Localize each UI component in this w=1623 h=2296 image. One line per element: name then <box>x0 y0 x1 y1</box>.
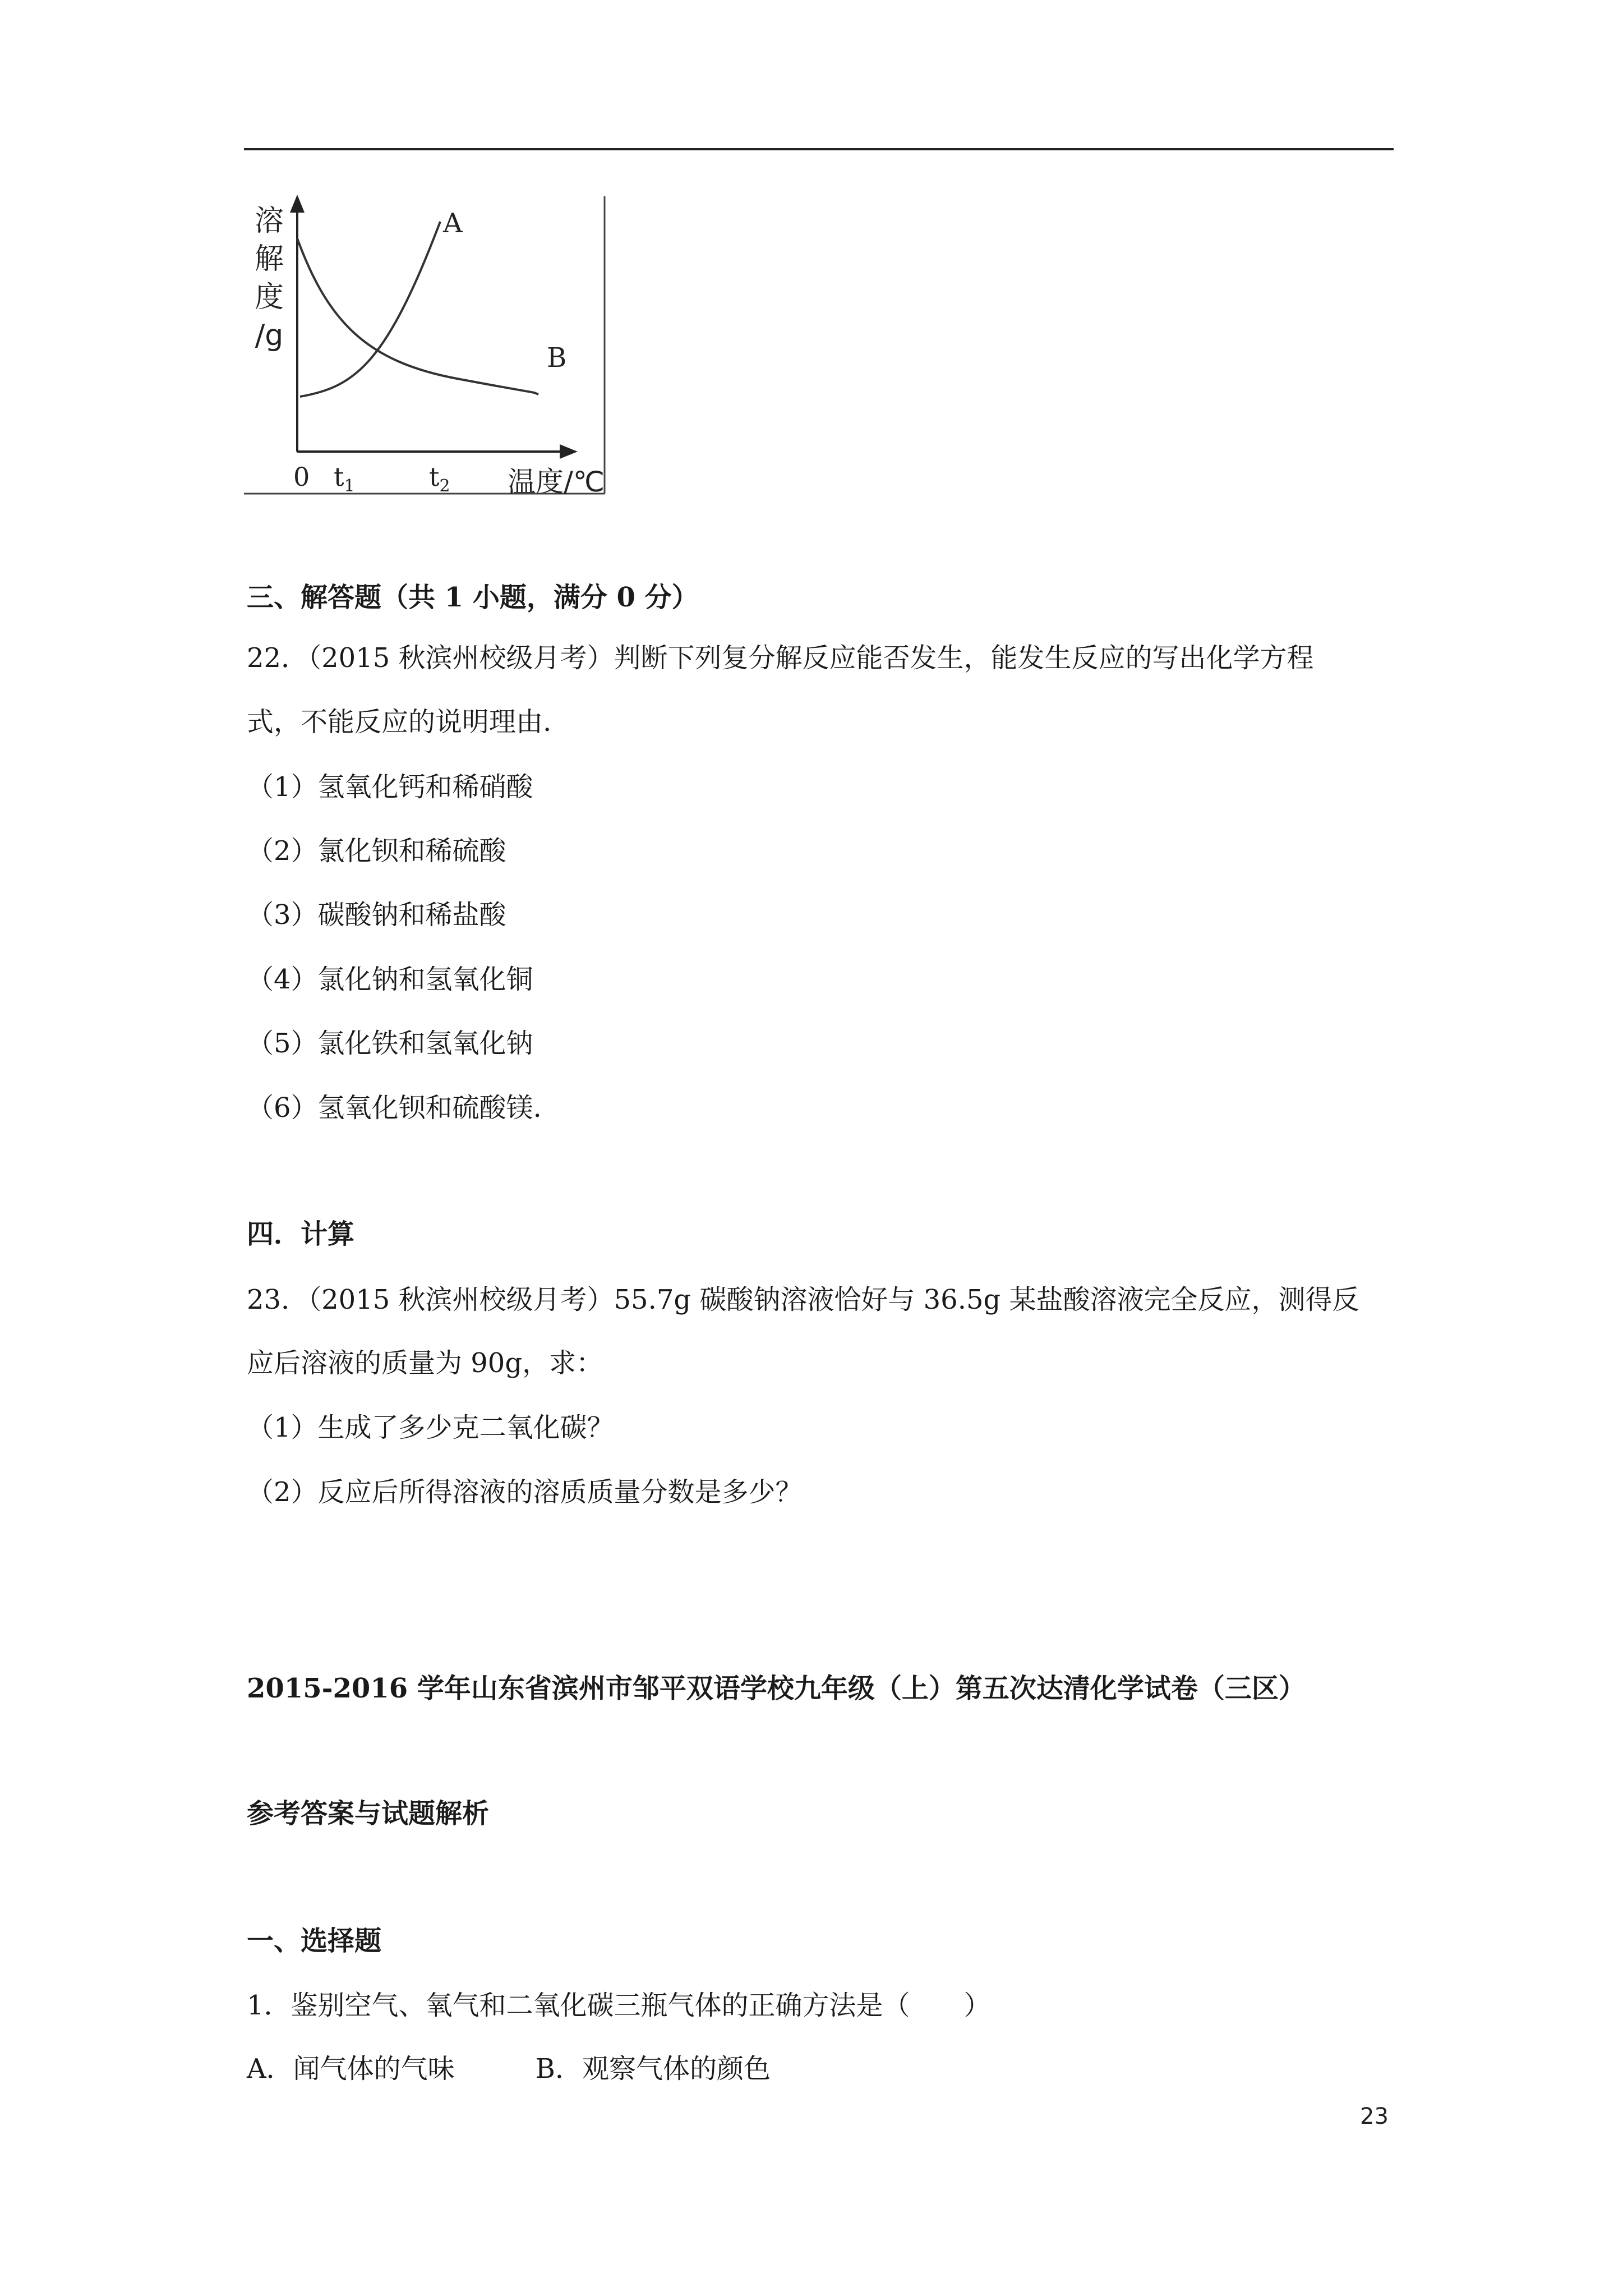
y-axis-label <box>250 202 289 355</box>
answers-title: 2015-2016 学年山东省滨州市邹平双语学校九年级（上）第五次达清化学试卷（三区） <box>247 1673 1306 1704</box>
y-label-char: 解 <box>254 242 284 276</box>
origin-label: 0 <box>293 462 310 492</box>
curve-b <box>297 238 538 394</box>
section3-heading: 三、解答题（共 1 小题，满分 0 分） <box>247 582 699 613</box>
y-label-char: 溶 <box>254 204 284 238</box>
solubility-figure <box>244 194 608 496</box>
q22-line1: 22．（2015 秋滨州校级月考）判断下列复分解反应能否发生，能发生反应的写出化学方程 <box>247 642 1314 674</box>
q22-item-4: （4）氯化钠和氢氧化铜 <box>247 964 533 995</box>
q23-item-2: （2）反应后所得溶液的溶质质量分数是多少？ <box>247 1476 803 1508</box>
section4-heading: 四．计算 <box>247 1218 355 1250</box>
t2-text: t <box>429 462 440 492</box>
t1-sub: 1 <box>344 476 355 496</box>
y-label-unit: /g <box>255 319 284 352</box>
header-rule <box>244 148 1394 150</box>
x-axis-arrow <box>560 444 578 459</box>
curve-b-label: B <box>547 342 567 374</box>
x-axis-label: 温度/℃ <box>508 466 605 498</box>
t1-label <box>334 462 355 496</box>
q22-item-2: （2）氯化钡和稀硫酸 <box>247 835 506 867</box>
curve-a-label: A <box>443 208 463 239</box>
q23-line1: 23．（2015 秋滨州校级月考）55.7g 碳酸钠溶液恰好与 36.5g 某盐酸溶液完全反应，测得反 <box>247 1284 1359 1315</box>
answer-q1: 1．鉴别空气、氧气和二氧化碳三瓶气体的正确方法是（ ） <box>247 1990 991 2021</box>
answer-q1-options: A．闻气体的气味 B．观察气体的颜色 <box>247 2053 771 2085</box>
page-number: 23 <box>1360 2104 1389 2129</box>
q22-line2: 式，不能反应的说明理由. <box>247 706 552 738</box>
t2-sub: 2 <box>439 476 450 496</box>
q23-item-1: （1）生成了多少克二氧化碳？ <box>247 1412 614 1443</box>
y-label-char: 度 <box>254 280 284 314</box>
answers-section1-heading: 一、选择题 <box>247 1925 382 1957</box>
t2-label <box>429 462 450 496</box>
y-axis-arrow <box>290 195 305 213</box>
q23-line2: 应后溶液的质量为 90g，求： <box>247 1347 603 1379</box>
t1-text: t <box>334 462 344 492</box>
q22-item-5: （5）氯化铁和氢氧化钠 <box>247 1028 533 1059</box>
q22-item-3: （3）碳酸钠和稀盐酸 <box>247 899 506 931</box>
q22-item-6: （6）氢氧化钡和硫酸镁. <box>247 1092 542 1124</box>
answers-subtitle: 参考答案与试题解析 <box>247 1798 490 1829</box>
q22-item-1: （1）氢氧化钙和稀硝酸 <box>247 771 533 803</box>
